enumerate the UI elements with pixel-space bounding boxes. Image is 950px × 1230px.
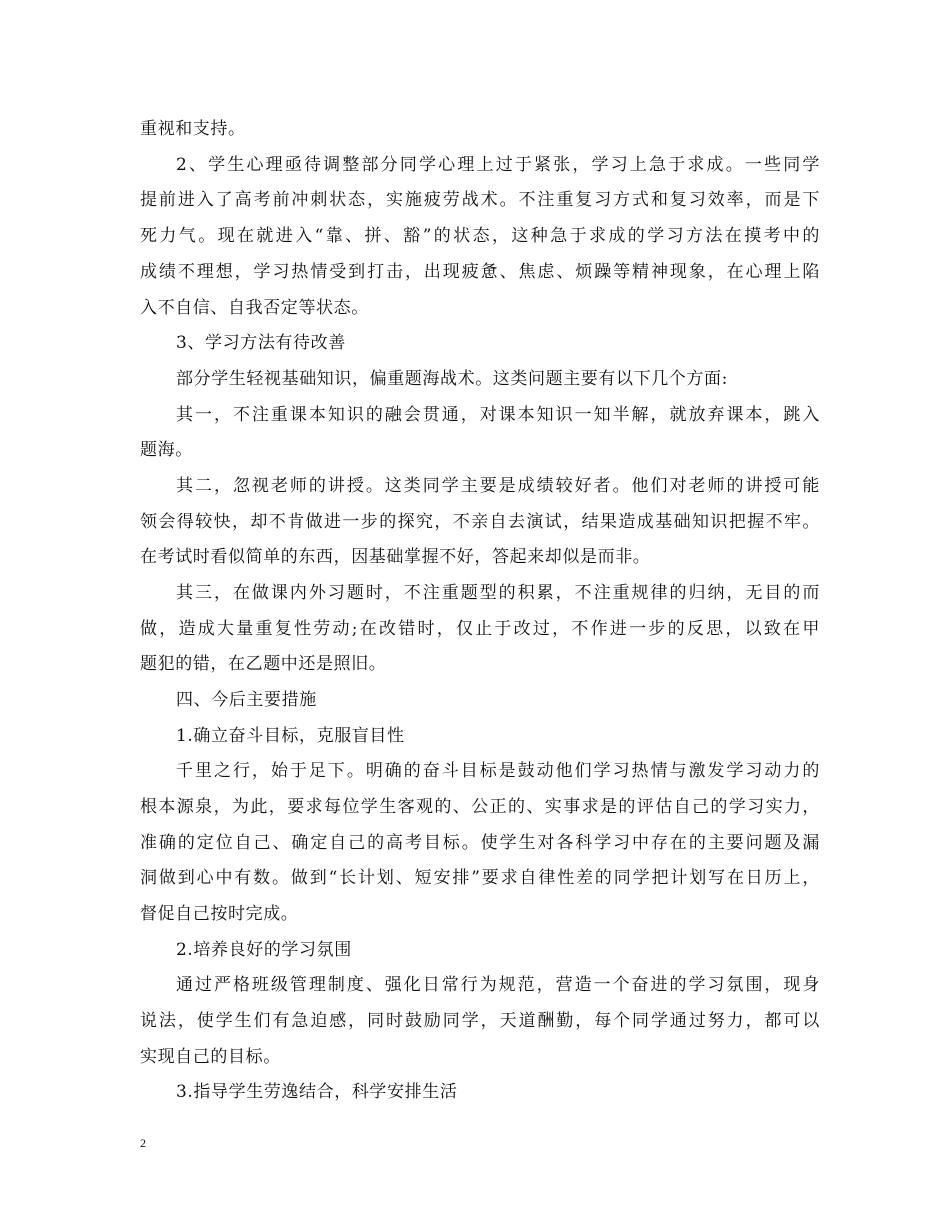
subsection-heading: 2.培养良好的学习氛围: [176, 940, 352, 960]
page-number: 2: [140, 1136, 146, 1150]
paragraph-line: 在考试时看似简单的东西，因基础掌握不好，答起来却似是而非。: [140, 547, 651, 567]
paragraph-line: 准确的定位自己、确定自己的高考目标。使学生对各科学习中存在的主要问题及漏: [140, 833, 820, 853]
paragraph-line: 其二，忽视老师的讲授。这类同学主要是成绩较好者。他们对老师的讲授可能: [176, 476, 820, 496]
subsection-heading: 3.指导学生劳逸结合，科学安排生活: [176, 1082, 458, 1102]
paragraph-line: 做，造成大量重复性劳动;在改错时，仅止于改过，不作进一步的反思，以致在甲: [140, 619, 820, 639]
paragraph-line: 题海。: [140, 440, 193, 460]
paragraph-line: 其一，不注重课本知识的融会贯通，对课本知识一知半解，就放弃课本，跳入: [176, 405, 820, 425]
paragraph-line: 重视和支持。: [140, 119, 246, 139]
paragraph-line: 根本源泉，为此，要求每位学生客观的、公正的、实事求是的评估自己的学习实力，: [140, 797, 820, 817]
section-heading: 四、今后主要措施: [176, 690, 317, 710]
paragraph-line: 通过严格班级管理制度、强化日常行为规范，营造一个奋进的学习氛围，现身: [176, 975, 820, 995]
paragraph-line: 部分学生轻视基础知识，偏重题海战术。这类问题主要有以下几个方面:: [176, 369, 728, 389]
paragraph-line: 死力气。现在就进入“靠、拼、豁”的状态，这种急于求成的学习方法在摸考中的: [140, 226, 820, 246]
paragraph-line: 督促自己按时完成。: [140, 904, 299, 924]
paragraph-line: 题犯的错，在乙题中还是照旧。: [140, 654, 387, 674]
subsection-heading: 1.确立奋斗目标，克服盲目性: [176, 726, 405, 746]
paragraph-line: 2、学生心理亟待调整部分同学心理上过于紧张，学习上急于求成。一些同学: [176, 155, 820, 175]
paragraph-line: 提前进入了高考前冲刺状态，实施疲劳战术。不注重复习方式和复习效率，而是下: [140, 190, 820, 210]
paragraph-line: 入不自信、自我否定等状态。: [140, 298, 369, 318]
paragraph-line: 千里之行，始于足下。明确的奋斗目标是鼓动他们学习热情与激发学习动力的: [176, 761, 820, 781]
paragraph-line: 说法，使学生们有急迫感，同时鼓励同学，天道酬勤，每个同学通过努力，都可以: [140, 1011, 820, 1031]
section-heading: 3、学习方法有待改善: [176, 333, 346, 353]
paragraph-line: 实现自己的目标。: [140, 1047, 281, 1067]
paragraph-line: 成绩不理想，学习热情受到打击，出现疲惫、焦虑、烦躁等精神现象，在心理上陷: [140, 262, 820, 282]
paragraph-line: 洞做到心中有数。做到“长计划、短安排”要求自律性差的同学把计划写在日历上，: [140, 868, 820, 888]
paragraph-line: 其三，在做课内外习题时，不注重题型的积累，不注重规律的归纳，无目的而: [176, 583, 820, 603]
paragraph-line: 领会得较快，却不肯做进一步的探究，不亲自去演试，结果造成基础知识把握不牢。: [140, 512, 820, 532]
